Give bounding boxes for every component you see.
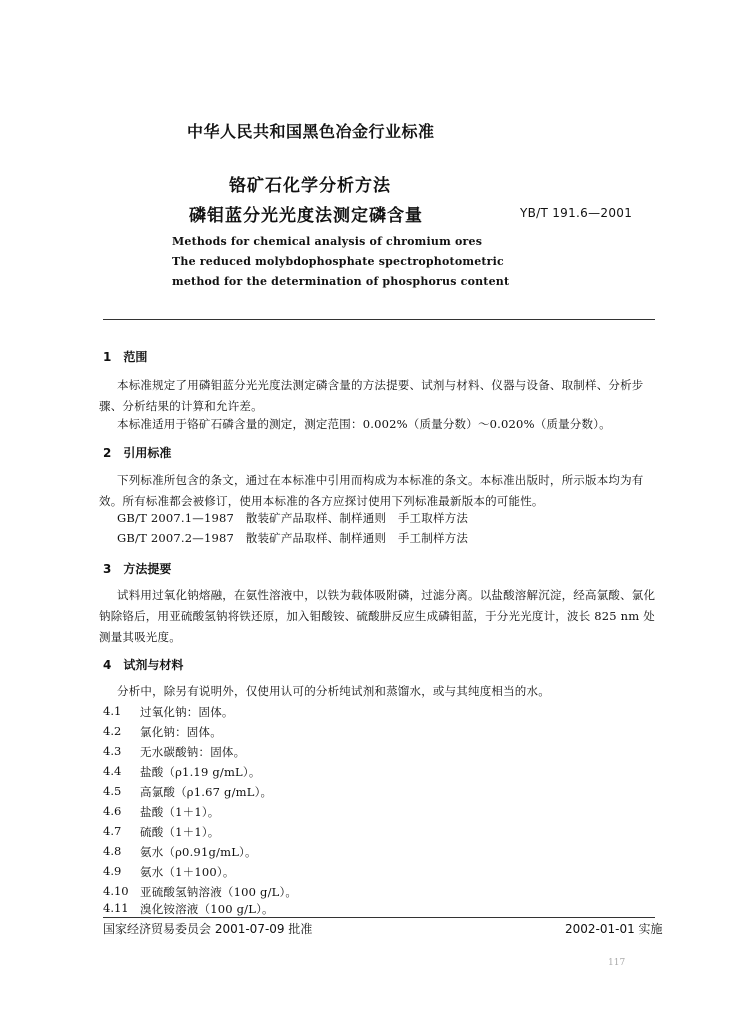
- reagent-text: 盐酸（1＋1）。: [140, 805, 220, 819]
- reagent-text: 氨水（1＋100）。: [140, 865, 235, 879]
- reagent-number: 4.5: [103, 784, 122, 798]
- english-title-line-1: Methods for chemical analysis of chromium ores: [172, 235, 483, 248]
- section-1-paragraph-2: 本标准适用于铬矿石磷含量的测定，测定范围：0.002%（质量分数）～0.020%（质量分数）。: [117, 417, 611, 431]
- title-line-2: 磷钼蓝分光光度法测定磷含量: [189, 206, 423, 226]
- issuing-authority: 中华人民共和国黑色冶金行业标准: [187, 122, 435, 141]
- reagent-text: 无水碳酸钠：固体。: [140, 745, 246, 759]
- header-divider: [103, 319, 655, 320]
- reagent-text: 盐酸（ρ1.19 g/mL）。: [140, 765, 261, 779]
- reagent-number: 4.9: [103, 864, 122, 878]
- reagent-number: 4.1: [103, 704, 122, 718]
- reagent-text: 氯化钠：固体。: [140, 725, 222, 739]
- reagent-text: 亚硫酸氢钠溶液（100 g/L）。: [140, 885, 298, 899]
- section-3-paragraph-1: 试料用过氧化钠熔融，在氨性溶液中，以铁为载体吸附磷，过滤分离。以盐酸溶解沉淀，经高氯酸、氯化钠除铬后，用亚硫酸氢钠将铁还原，加入钼酸铵、硫酸肼反应生成磷钼蓝，于分光光度计，波长 825 nm 处测量其吸光度。: [99, 588, 656, 644]
- reagent-text: 氨水（ρ0.91g/mL）。: [140, 845, 257, 859]
- english-title-line-3: method for the determination of phosphorus content: [172, 275, 510, 288]
- reagent-number: 4.7: [103, 824, 122, 838]
- footer-divider: [103, 917, 655, 918]
- section-4-heading: 4 试剂与材料: [103, 658, 184, 672]
- implementation-date: 2002-01-01 实施: [565, 922, 663, 936]
- reference-standard-2: GB/T 2007.2—1987 散装矿产品取样、制样通则 手工制样方法: [117, 531, 469, 545]
- section-4-intro: 分析中，除另有说明外，仅使用认可的分析纯试剂和蒸馏水，或与其纯度相当的水。: [117, 684, 550, 698]
- english-title-line-2: The reduced molybdophosphate spectrophotometric: [172, 255, 504, 268]
- reagent-text: 硫酸（1＋1）。: [140, 825, 220, 839]
- page-number: 117: [608, 958, 626, 968]
- reference-standard-1: GB/T 2007.1—1987 散装矿产品取样、制样通则 手工取样方法: [117, 511, 469, 525]
- section-1-paragraph-1: 本标准规定了用磷钼蓝分光光度法测定磷含量的方法提要、试剂与材料、仪器与设备、取制样、分析步骤、分析结果的计算和允许差。: [99, 378, 644, 413]
- reagent-number: 4.6: [103, 804, 122, 818]
- reagent-number: 4.8: [103, 844, 122, 858]
- standard-number: YB/T 191.6—2001: [520, 206, 633, 220]
- section-2-heading: 2 引用标准: [103, 446, 172, 460]
- reagent-text: 溴化铵溶液（100 g/L）。: [140, 902, 274, 916]
- section-3-heading: 3 方法提要: [103, 562, 172, 576]
- section-1-heading: 1 范围: [103, 350, 148, 364]
- reagent-text: 高氯酸（ρ1.67 g/mL）。: [140, 785, 273, 799]
- section-2-paragraph-1: 下列标准所包含的条文，通过在本标准中引用而构成为本标准的条文。本标准出版时，所示版本均为有效。所有标准都会被修订，使用本标准的各方应探讨使用下列标准最新版本的可能性。: [99, 473, 644, 508]
- approval-date: 国家经济贸易委员会 2001-07-09 批准: [103, 922, 313, 936]
- title-line-1: 铬矿石化学分析方法: [229, 176, 391, 196]
- reagent-number: 4.4: [103, 764, 122, 778]
- reagent-number: 4.3: [103, 744, 122, 758]
- reagent-number: 4.2: [103, 724, 122, 738]
- reagent-text: 过氧化钠：固体。: [140, 705, 234, 719]
- reagent-number: 4.10: [103, 884, 129, 898]
- reagent-number: 4.11: [103, 901, 129, 915]
